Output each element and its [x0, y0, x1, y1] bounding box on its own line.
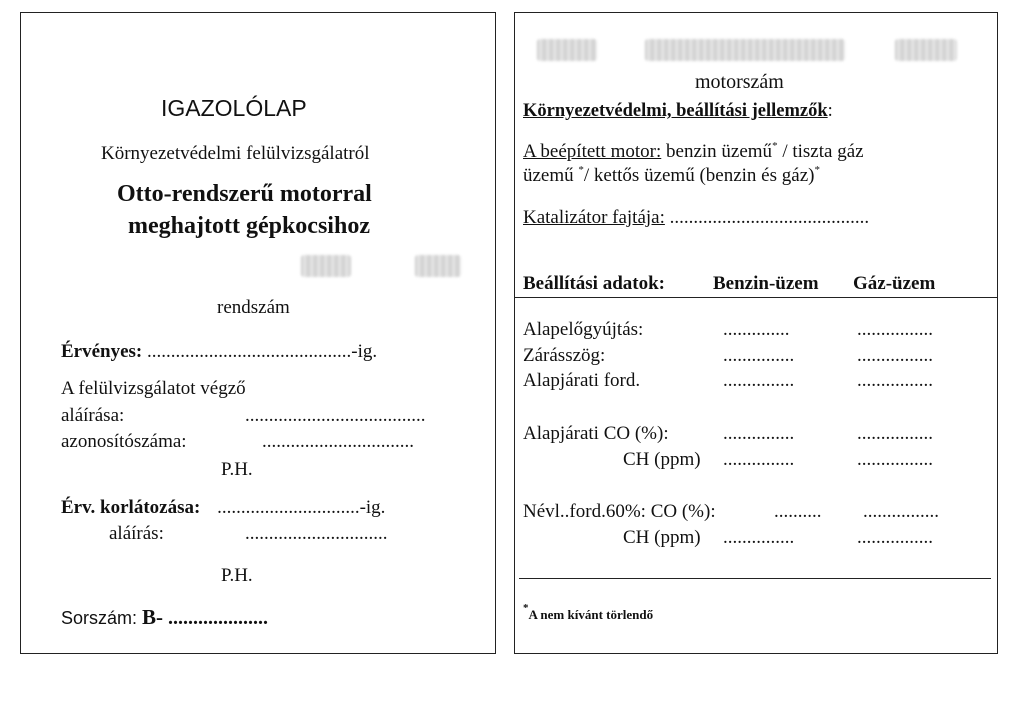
- restriction-label: Érv. korlátozása:: [61, 497, 201, 518]
- row-gas-field[interactable]: ................: [863, 501, 939, 522]
- valid-dots[interactable]: ...........................................: [147, 341, 352, 362]
- row-petrol-field[interactable]: ...............: [723, 527, 795, 548]
- serial-prefix: B-: [142, 605, 164, 629]
- motor-option-gas[interactable]: / tiszta gáz: [777, 141, 864, 162]
- signature-label: aláírása:: [61, 405, 125, 426]
- footnote-asterisk: *: [523, 602, 529, 614]
- form-heading-line1: Otto-rendszerű motorral: [117, 181, 372, 207]
- valid-suffix: -ig.: [351, 341, 378, 362]
- stamp-label-1: P.H.: [221, 459, 253, 480]
- asterisk-3: *: [814, 164, 820, 176]
- row-gas-field[interactable]: ................: [857, 449, 933, 470]
- env-heading-colon: :: [827, 101, 833, 121]
- right-card: [514, 12, 998, 654]
- motor-type-label: A beépített motor:: [523, 141, 662, 162]
- restriction-row: [61, 497, 385, 519]
- column-header-gas: Gáz-üzem: [853, 273, 936, 294]
- left-card: [20, 12, 496, 654]
- row-petrol-field[interactable]: ..............: [723, 319, 790, 340]
- footnote-text: A nem kívánt törlendő: [528, 607, 654, 622]
- row-gas-field[interactable]: ................: [857, 345, 933, 366]
- settings-label: Beállítási adatok:: [523, 273, 665, 294]
- row-label: CH (ppm): [623, 527, 701, 548]
- redacted-plate-right: [415, 255, 461, 277]
- redacted-engine-number-1: [537, 39, 597, 61]
- row-gas-field[interactable]: ................: [857, 319, 933, 340]
- column-header-petrol: Benzin-üzem: [713, 273, 819, 294]
- row-gas-field[interactable]: ................: [857, 423, 933, 444]
- row-petrol-field[interactable]: ...............: [723, 370, 795, 391]
- row-gas-field[interactable]: ................: [857, 527, 933, 548]
- serial-label: Sorszám:: [61, 608, 138, 628]
- row-petrol-field[interactable]: ...............: [723, 449, 795, 470]
- row-label: Névl..ford.60%: CO (%):: [523, 501, 716, 522]
- serial-row: [61, 605, 268, 630]
- footnote: [523, 602, 654, 623]
- signature-field[interactable]: ......................................: [245, 405, 426, 426]
- inspector-label: A felülvizsgálatot végző: [61, 378, 246, 399]
- restriction-signature-label: aláírás:: [109, 523, 164, 544]
- motor-option-dual[interactable]: / kettős üzemű (benzin és gáz): [583, 165, 815, 186]
- row-petrol-field[interactable]: ...............: [723, 423, 795, 444]
- redacted-plate-left: [301, 255, 351, 277]
- form-subtitle: Környezetvédelmi felülvizsgálatról: [101, 143, 370, 164]
- catalyst-field[interactable]: ..........................................: [664, 207, 870, 228]
- id-label: azonosítószáma:: [61, 431, 187, 452]
- catalyst-row: [523, 207, 869, 229]
- restriction-field[interactable]: ..............................: [217, 497, 360, 518]
- row-petrol-field[interactable]: ...............: [723, 345, 795, 366]
- stamp-label-2: P.H.: [221, 565, 253, 586]
- env-heading: Környezetvédelmi, beállítási jellemzők: [523, 101, 828, 121]
- redacted-engine-number-3: [895, 39, 957, 61]
- env-heading-row: [523, 101, 833, 122]
- form-heading-line2: meghajtott gépkocsihoz: [128, 213, 370, 239]
- header-divider: [515, 297, 997, 298]
- form-title: IGAZOLÓLAP: [161, 95, 307, 121]
- serial-field[interactable]: ....................: [168, 607, 269, 629]
- motor-option-gas-cont[interactable]: üzemű: [523, 165, 579, 186]
- row-petrol-field[interactable]: ..........: [774, 501, 822, 522]
- redacted-engine-number-2: [645, 39, 845, 61]
- valid-label: Érvényes:: [61, 341, 143, 362]
- engine-number-label: motorszám: [695, 71, 784, 93]
- restriction-suffix: -ig.: [359, 497, 386, 518]
- row-label: Alapjárati CO (%):: [523, 423, 669, 444]
- motor-type-line2: [523, 165, 820, 187]
- motor-option-petrol[interactable]: benzin üzemű: [661, 141, 773, 162]
- row-label: Alapjárati ford.: [523, 370, 641, 391]
- row-label: Alapelőgyújtás:: [523, 319, 644, 340]
- asterisk-2: *: [578, 164, 584, 176]
- restriction-signature-field[interactable]: ..............................: [245, 523, 388, 544]
- id-field[interactable]: ................................: [262, 431, 414, 452]
- motor-type-line1: [523, 141, 864, 163]
- row-label: CH (ppm): [623, 449, 701, 470]
- row-label: Zárásszög:: [523, 345, 606, 366]
- catalyst-label: Katalizátor fajtája:: [523, 207, 665, 228]
- footer-divider: [519, 578, 991, 579]
- row-gas-field[interactable]: ................: [857, 370, 933, 391]
- asterisk-1: *: [772, 140, 778, 152]
- valid-until-row: [61, 341, 377, 363]
- plate-label: rendszám: [217, 297, 290, 318]
